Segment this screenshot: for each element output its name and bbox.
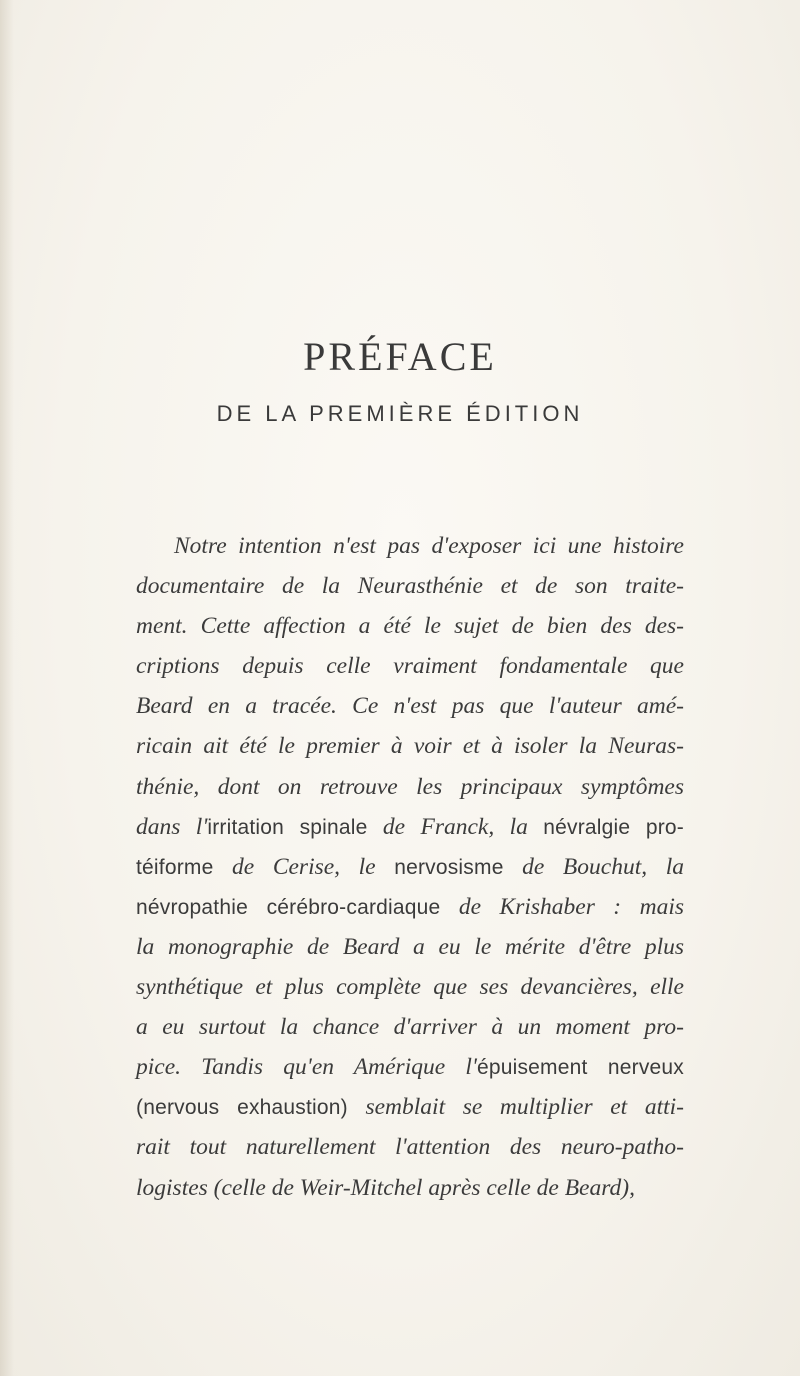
text-line-14-part-a: pice. Tandis qu'en Amérique l' [136, 1054, 477, 1081]
preface-paragraph [136, 526, 684, 1208]
text-line-3: ment. Cette affection a été le sujet de bien des des- [136, 613, 684, 640]
text-line-12: synthétique et plus complète que ses devancières, elle [136, 974, 684, 1001]
text-line-7: thénie, dont on retrouve les principaux symptômes [136, 773, 684, 800]
text-line-15 [136, 1087, 684, 1127]
text-line-8-part-b: irritation spinale [207, 815, 368, 839]
text-line-14 [136, 1047, 684, 1087]
text-line-8-part-a: dans l' [136, 813, 208, 840]
text-line-10 [136, 887, 684, 927]
text-line-9-part-d: de Bouchut, la [503, 853, 684, 880]
text-line-8-part-c: de Franck, la [367, 813, 544, 840]
page-title: PRÉFACE [303, 334, 497, 379]
text-line-8 [136, 807, 684, 847]
text-line-9-part-c: nervosisme [394, 855, 504, 879]
text-line-10-part-a: névropathie cérébro-cardiaque [136, 895, 441, 919]
text-line-4: criptions depuis celle vraiment fondamentale que [136, 653, 684, 680]
text-line-1: Notre intention n'est pas d'exposer ici une histoire [174, 533, 684, 559]
text-line-17: logistes (celle de Weir-Mitchel après celle de Beard), [136, 1174, 635, 1201]
text-line-2: documentaire de la Neurasthénie et de son traite- [136, 573, 684, 600]
text-line-13: a eu surtout la chance d'arriver à un moment pro- [136, 1014, 684, 1041]
text-line-8-part-d: névralgie pro- [543, 815, 684, 839]
text-line-9 [136, 847, 684, 887]
text-line-10-part-b: de Krishaber : mais [440, 893, 684, 920]
page-binding-shadow [0, 0, 14, 1376]
text-line-11: la monographie de Beard a eu le mérite d'être plus [136, 933, 684, 960]
text-line-15-part-a: (nervous exhaustion) [136, 1096, 348, 1120]
text-line-16: rait tout naturellement l'attention des neuro-patho- [136, 1134, 684, 1161]
text-line-14-part-b: épuisement nerveux [476, 1056, 684, 1080]
text-line-6: ricain ait été le premier à voir et à isoler la Neuras- [136, 733, 684, 760]
page-subtitle: DE LA PREMIÈRE ÉDITION [216, 401, 584, 426]
text-line-5: Beard en a tracée. Ce n'est pas que l'auteur amé- [136, 693, 684, 720]
text-line-15-part-b: semblait se multiplier et atti- [347, 1094, 684, 1121]
text-line-9-part-a: téiforme [136, 855, 214, 879]
text-line-9-part-b: de Cerise, le [213, 853, 395, 880]
